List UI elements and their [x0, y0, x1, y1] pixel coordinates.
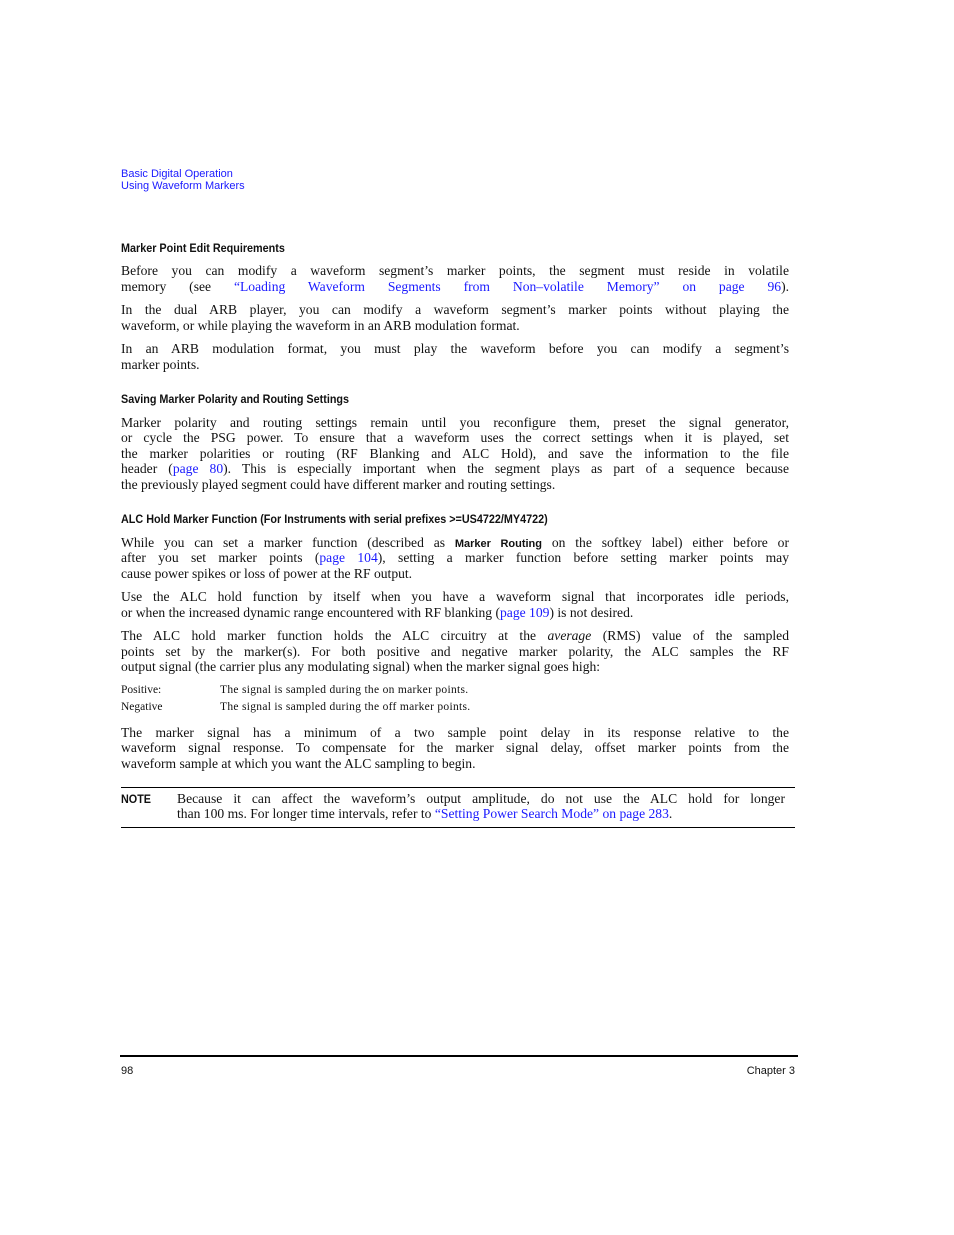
s3-p2-line1: Use the ALC hold function by itself when you have a waveform signal that incorporates idle periods,	[121, 589, 789, 604]
text: ), setting a marker function before setting marker points may	[377, 550, 789, 565]
note-top-rule	[121, 787, 795, 788]
s3-p3-line2: points set by the marker(s). For both positive and negative marker polarity, the ALC samples the RF	[121, 644, 789, 659]
link-page-109[interactable]: page 109	[500, 605, 550, 620]
text: after you set marker points (	[121, 550, 320, 565]
def-term-negative: Negative	[121, 701, 163, 713]
text: on the softkey label) either before or	[542, 535, 790, 550]
text: or when the increased dynamic range encountered with RF blanking (	[121, 605, 500, 620]
s1-p2-line2: waveform, or while playing the waveform in an ARB modulation format.	[121, 318, 520, 333]
note-bottom-rule	[121, 827, 795, 828]
s1-p3-line1: In an ARB modulation format, you must play the waveform before you can modify a segment’s	[121, 341, 789, 356]
footer-rule	[120, 1055, 798, 1057]
s3-p3-line1	[121, 628, 789, 644]
softkey-marker-routing: Marker Routing	[454, 538, 542, 550]
text: .	[668, 806, 673, 821]
text: ) is not desired.	[549, 605, 634, 620]
def-desc-positive: The signal is sampled during the on marker points.	[220, 684, 469, 696]
s2-line2: or cycle the PSG power. To ensure that a waveform uses the correct settings when it is played, set	[121, 430, 789, 445]
text: memory (see	[121, 279, 234, 294]
s3-p3-line3: output signal (the carrier plus any modulating signal) when the marker signal goes high:	[121, 659, 601, 674]
page-number: 98	[121, 1065, 134, 1077]
text: than 100 ms. For longer time intervals, refer to	[177, 806, 435, 821]
s1-p3-line2: marker points.	[121, 357, 200, 372]
s3-p4-line2: waveform signal response. To compensate for the marker signal delay, offset marker points from the	[121, 740, 789, 755]
emphasis-average: average	[547, 628, 592, 643]
link-page-80[interactable]: page 80	[172, 461, 224, 476]
heading-marker-point-edit: Marker Point Edit Requirements	[121, 241, 285, 255]
text: (RMS) value of the sampled	[591, 628, 789, 643]
text: While you can set a marker function (described as	[121, 535, 455, 550]
link-loading-waveform-segments[interactable]: “Loading Waveform Segments from Non–volatile Memory” on page 96	[233, 279, 782, 294]
s3-p1-line3: cause power spikes or loss of power at the RF output.	[121, 566, 413, 581]
breadcrumb-subsection[interactable]: Using Waveform Markers	[121, 180, 245, 192]
s3-p1-line2	[121, 550, 789, 566]
s3-p4-line3: waveform sample at which you want the ALC sampling to begin.	[121, 756, 476, 771]
note-line2	[177, 806, 785, 822]
s2-line1: Marker polarity and routing settings remain until you reconfigure them, preset the signal generator,	[121, 415, 789, 430]
def-desc-negative: The signal is sampled during the off marker points.	[220, 701, 471, 713]
note-label: NOTE	[121, 792, 152, 806]
s2-line3: the marker polarities or routing (RF Blanking and ALC Hold), and save the information to the file	[121, 446, 789, 461]
s2-line4	[121, 461, 789, 477]
heading-saving-marker-polarity: Saving Marker Polarity and Routing Settings	[121, 392, 350, 406]
text: The ALC hold marker function holds the ALC circuitry at the	[121, 628, 548, 643]
link-page-104[interactable]: page 104	[319, 550, 378, 565]
breadcrumb-section[interactable]: Basic Digital Operation	[121, 168, 233, 180]
s1-p1-line2	[121, 279, 789, 295]
s3-p2-line2	[121, 605, 789, 621]
def-term-positive: Positive:	[121, 684, 162, 696]
text: ).	[781, 279, 790, 294]
text: ). This is especially important when the segment plays as part of a sequence because	[223, 461, 789, 476]
s2-line5: the previously played segment could have different marker and routing settings.	[121, 477, 556, 492]
heading-alc-hold-marker: ALC Hold Marker Function (For Instruments with serial prefixes >=US4722/MY4722)	[121, 512, 548, 526]
link-setting-power-search-mode[interactable]: “Setting Power Search Mode” on page 283	[434, 806, 669, 821]
s1-p2-line1: In the dual ARB player, you can modify a waveform segment’s marker points without playing the	[121, 302, 789, 317]
s1-p1-line1: Before you can modify a waveform segment’s marker points, the segment must reside in volatile	[121, 263, 789, 278]
s3-p4-line1: The marker signal has a minimum of a two sample point delay in its response relative to the	[121, 725, 789, 740]
text: header (	[121, 461, 173, 476]
chapter-label: Chapter 3	[746, 1065, 795, 1077]
note-line1: Because it can affect the waveform’s output amplitude, do not use the ALC hold for longer	[177, 791, 785, 806]
